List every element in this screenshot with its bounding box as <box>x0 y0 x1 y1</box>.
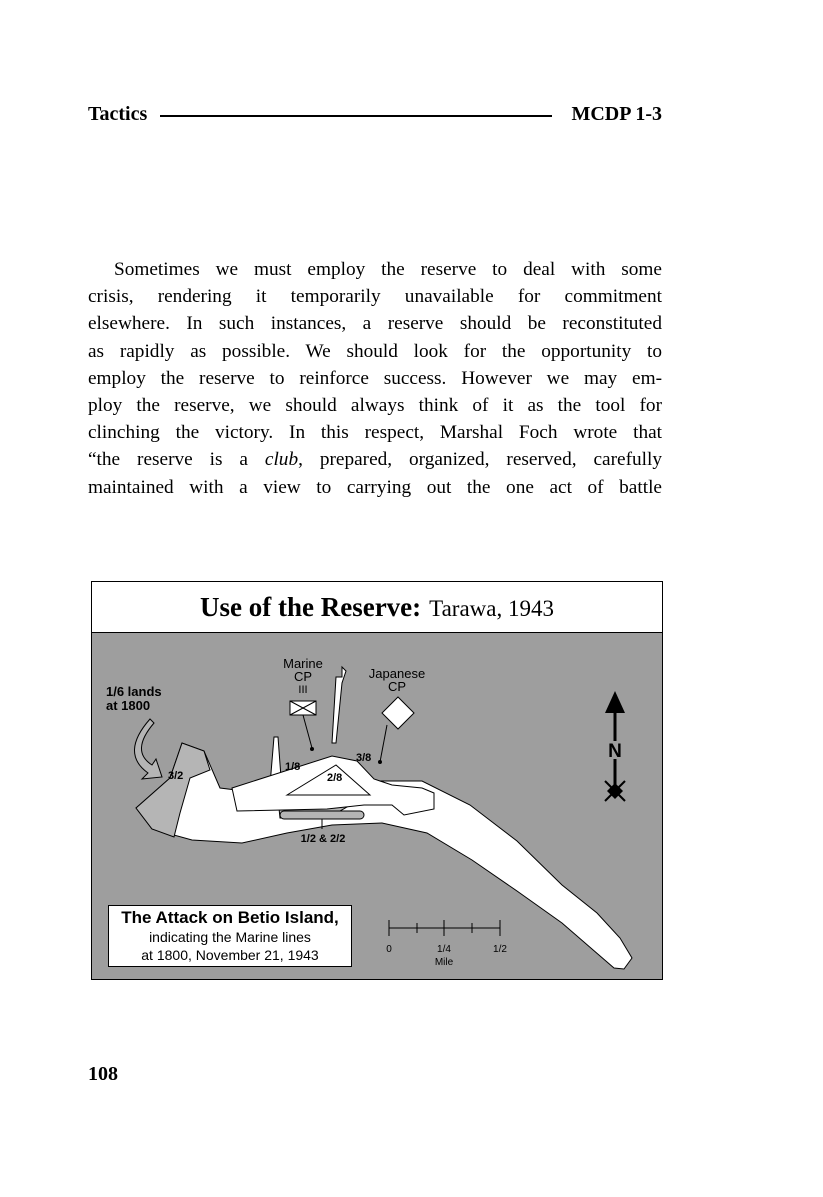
text-line: elsewhere. In such instances, a reserve should be reconstituted <box>88 313 662 335</box>
scale-tick-label: 1/4 <box>437 944 451 955</box>
text-line: crisis, rendering it temporarily unavailable for commitment <box>88 286 662 308</box>
label-japanese-cp: CP <box>387 679 407 694</box>
map-legend-box <box>108 905 352 967</box>
body-paragraph <box>88 256 662 501</box>
japanese-cp-location <box>378 760 382 764</box>
legend-line: at 1800, November 21, 1943 <box>141 947 319 963</box>
japanese-cp-symbol <box>382 697 414 729</box>
label-lands: 1/6 lands <box>106 684 162 699</box>
unit-line-1-2-2-2 <box>280 811 364 819</box>
label-marine-cp: III <box>298 684 308 696</box>
text-line: clinching the victory. In this respect, Marshal Foch wrote that <box>88 422 662 444</box>
text-line: as rapidly as possible. We should look for the opportunity to <box>88 340 662 362</box>
label-marine-cp: CP <box>293 669 313 684</box>
map-figure <box>91 581 663 980</box>
unit-label: 1/8 <box>285 761 301 773</box>
pier <box>332 667 346 743</box>
label-marine-cp: Marine <box>283 656 323 671</box>
map-area <box>92 633 662 979</box>
text-fragment: “the reserve is a <box>88 449 265 471</box>
text-line: ploy the reserve, we should always think of it as the tool for <box>88 394 662 416</box>
unit-label: 3/2 <box>168 770 184 782</box>
landing-arrow <box>134 719 162 779</box>
unit-label: 3/8 <box>356 752 372 764</box>
marine-cp-location <box>310 747 314 751</box>
header-rule <box>160 115 552 117</box>
label-lands: at 1800 <box>106 698 151 713</box>
scale-bar <box>389 920 500 936</box>
japanese-cp-pointer <box>380 725 387 762</box>
page-number: 108 <box>88 1063 118 1085</box>
figure-title-main: Use of the Reserve: <box>200 592 422 622</box>
header-publication-id: MCDP 1-3 <box>571 103 662 125</box>
legend-line: indicating the Marine lines <box>149 929 311 945</box>
figure-title-sub: Tarawa, 1943 <box>429 596 554 621</box>
unit-label: 1/2 & 2/2 <box>300 833 346 845</box>
header-section-title: Tactics <box>88 103 148 125</box>
marine-cp-pointer <box>303 715 312 748</box>
text-line: employ the reserve to reinforce success. However we may em- <box>88 367 662 389</box>
legend-title: The Attack on Betio Island, <box>121 908 339 927</box>
text-line: maintained with a view to carrying out the one act of battle <box>88 476 662 498</box>
scale-tick-label: 1/2 <box>493 944 507 955</box>
scale-unit-label: Mile <box>434 957 454 968</box>
text-line: Sometimes we must employ the reserve to deal with some <box>114 259 662 280</box>
running-header <box>88 101 662 129</box>
figure-title <box>92 582 662 633</box>
unit-label: 2/8 <box>327 772 343 784</box>
label-japanese-cp: Japanese <box>368 666 426 681</box>
emphasized-word: club <box>264 449 299 471</box>
text-line-with-emphasis <box>88 446 662 473</box>
north-label: N <box>608 741 622 762</box>
text-fragment: , prepared, organized, reserved, carefully <box>298 449 662 471</box>
scale-tick-label: 0 <box>386 944 392 955</box>
